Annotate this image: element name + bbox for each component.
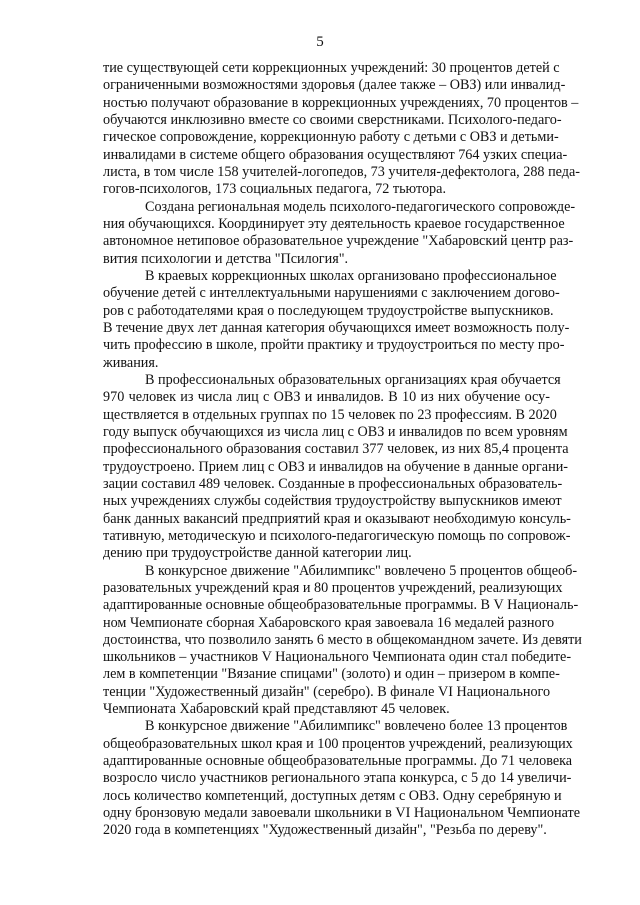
text-line: тие существующей сети коррекционных учреждений: 30 процентов детей с	[103, 60, 560, 76]
text-line: ния обучающихся. Координирует эту деятельность краевое государственное	[103, 215, 565, 232]
text-line: ностью получают образование в коррекционных учреждениях, 70 процентов –	[103, 94, 579, 111]
paragraph	[103, 198, 576, 268]
text-line: В конкурсное движение "Абилимпикс" вовлечено 5 процентов общеоб-	[145, 562, 578, 579]
text-line: ществляется в отдельных группах по 15 человек по 23 профессиям. В 2020	[103, 406, 557, 423]
paragraph	[103, 371, 571, 563]
text-line: листа, в том числе 158 учителей-логопедов, 73 учителя-дефектолога, 288 педа-	[103, 163, 581, 180]
text-line: общеобразовательных школ края и 100 процентов учреждений, реализующих	[103, 735, 573, 752]
text-line: возросло число участников регионального этапа конкурса, с 5 до 14 увеличи-	[103, 770, 572, 787]
text-line: лось количество компетенций, доступных детям с ОВЗ. Одну серебряную и	[103, 787, 562, 804]
text-line: зации составил 489 человек. Созданные в профессиональных образователь-	[103, 475, 563, 492]
text-line: гическое сопровождение, коррекционную работу с детьми с ОВЗ и детьми-	[103, 129, 559, 146]
text-line: гогов-психологов, 173 социальных педагога, 72 тьютора.	[103, 181, 446, 198]
text-line: В течение двух лет данная категория обучающихся имеет возможность полу-	[103, 319, 570, 336]
text-line: тенции "Художественный дизайн" (серебро). В финале VI Национального	[103, 683, 551, 700]
text-line: чить профессию в школе, пройти практику и трудоустроиться по месту про-	[103, 337, 565, 354]
text-line: лем в компетенции "Вязание спицами" (золото) и один – призером в компе-	[103, 666, 560, 683]
text-line: профессионального образования составил 377 человек, из них 85,4 процента	[103, 441, 569, 458]
text-line: В краевых коррекционных школах организовано профессиональное	[145, 267, 557, 284]
text-line: трудоустроено. Прием лиц с ОВЗ и инвалидов на обучение в данные органи-	[103, 458, 569, 475]
document-body	[103, 60, 582, 840]
text-line: ном Чемпионате сборная Хабаровского края завоевала 16 медалей разного	[103, 614, 555, 631]
text-line: живания.	[103, 354, 159, 371]
text-line: 2020 года в компетенциях "Художественный дизайн", "Резьба по дереву".	[103, 822, 547, 839]
text-line: адаптированные основные общеобразовательные программы. До 71 человека	[103, 753, 573, 770]
paragraph	[103, 267, 570, 372]
text-line: адаптированные основные общеобразовательные программы. В V Националь-	[103, 597, 579, 614]
text-line: ограниченными возможностями здоровья (далее также – ОВЗ) или инвалид-	[103, 77, 566, 94]
paragraph	[103, 718, 581, 839]
text-line: дению при трудоустройстве данной категории лиц.	[103, 545, 412, 562]
text-line: ных учреждениях службы содействия трудоустройству выпускников имеют	[103, 493, 562, 510]
text-line: школьников – участников V Национального Чемпионата один стал победите-	[103, 649, 572, 666]
text-line: обучение детей с интеллектуальными нарушениями с заключением догово-	[103, 285, 560, 302]
text-line: ров с работодателями края о последующем трудоустройстве выпускников.	[103, 302, 554, 319]
text-line: вития психологии и детства "Псилогия".	[103, 250, 349, 267]
page-number: 5	[316, 34, 324, 50]
text-line: разовательных учреждений края и 80 процентов учреждений, реализующих	[103, 579, 563, 596]
text-line: достоинства, что позволило занять 6 место в общекомандном зачете. Из девяти	[103, 631, 582, 648]
text-line: одну бронзовую медали завоевали школьники в VI Национальном Чемпионате	[103, 805, 581, 822]
text-line: тативную, методическую и психолого-педагогическую помощь по сопровож-	[103, 527, 571, 544]
paragraph	[103, 60, 581, 199]
text-line: обучаются инклюзивно вместе со своими сверстниками. Психолого-педаго-	[103, 111, 562, 128]
text-line: В профессиональных образовательных организациях края обучается	[145, 371, 561, 388]
text-line: инвалидами в системе общего образования осуществляют 764 узких специа-	[103, 146, 568, 163]
text-line: автономное нетиповое образовательное учреждение "Хабаровский центр раз-	[103, 233, 574, 250]
text-line: банк данных вакансий предприятий края и оказывают необходимую консуль-	[103, 510, 571, 527]
text-line: Создана региональная модель психолого-педагогического сопровожде-	[145, 198, 576, 215]
paragraph	[103, 562, 582, 719]
text-line: Чемпионата Хабаровский край представляют 45 человек.	[103, 701, 450, 718]
text-line: 970 человек из числа лиц с ОВЗ и инвалидов. В 10 из них обучение осу-	[103, 389, 550, 406]
text-line: В конкурсное движение "Абилимпикс" вовлечено более 13 процентов	[145, 718, 568, 735]
text-line: году выпуск обучающихся из числа лиц с ОВЗ и инвалидов по всем уровням	[103, 423, 568, 440]
